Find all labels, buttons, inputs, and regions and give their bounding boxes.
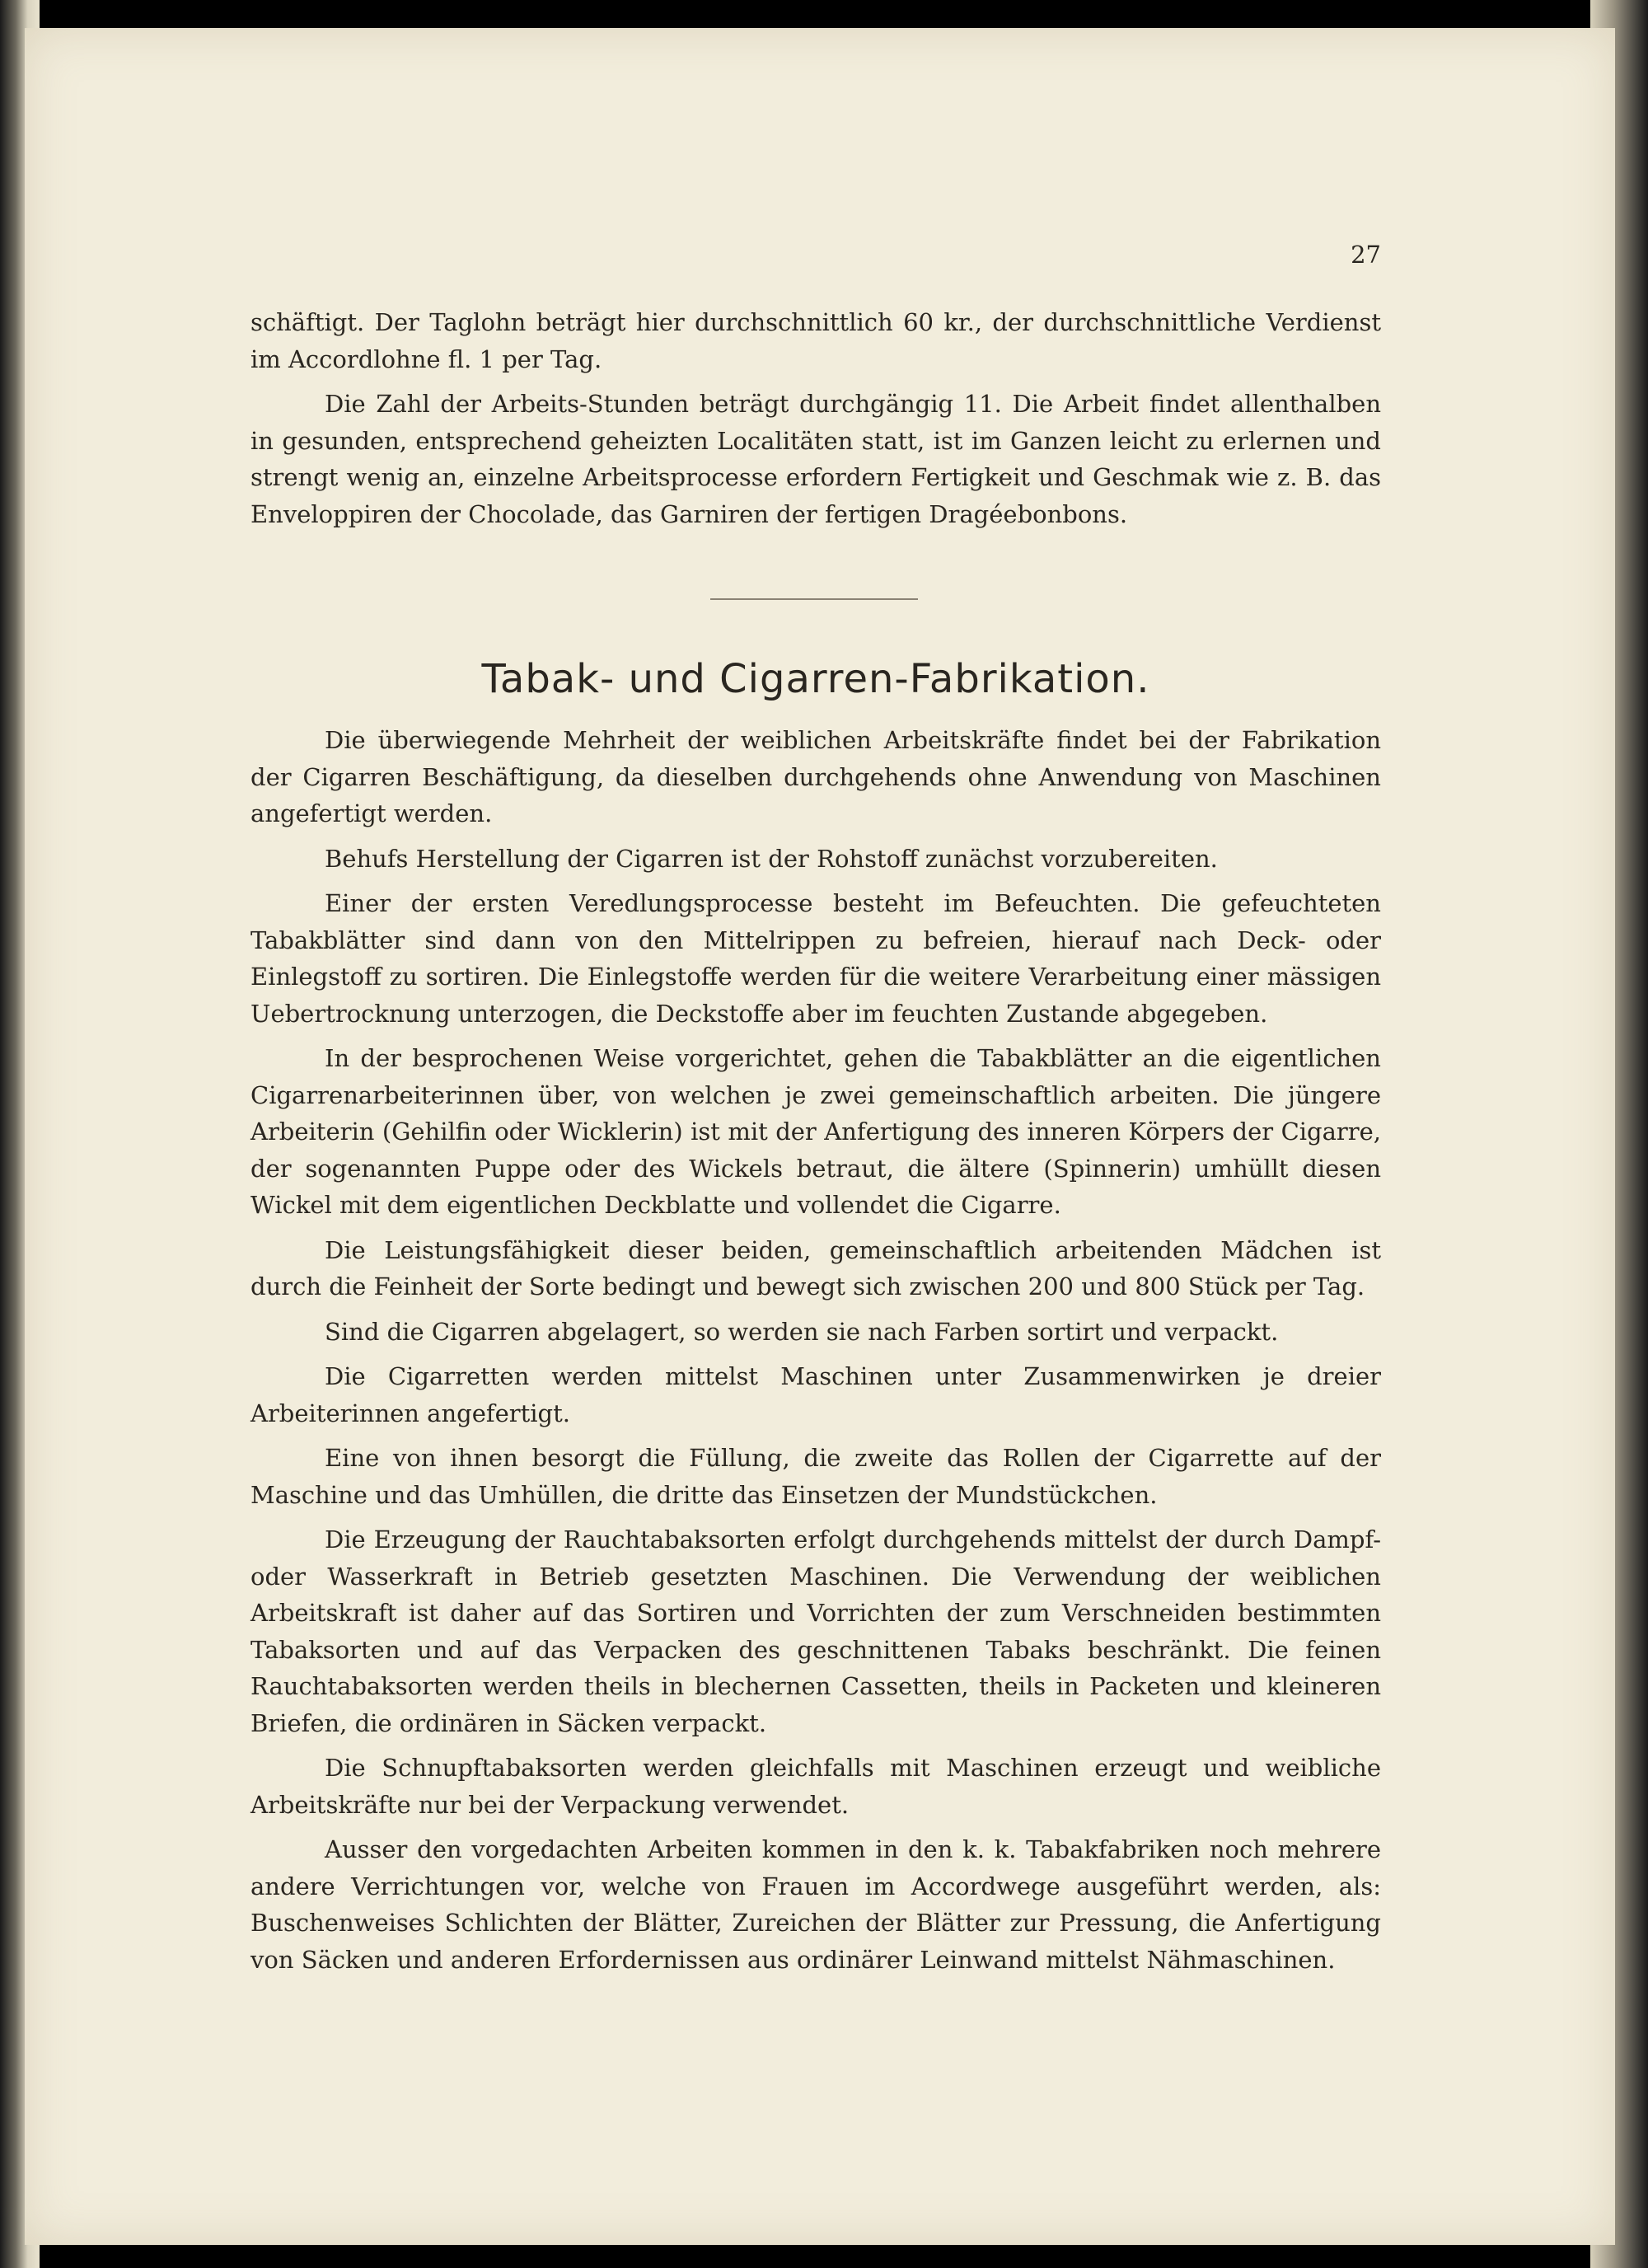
paragraph: Ausser den vorgedachten Arbeiten kommen in den k. k. Tabakfabriken noch mehrere andere Verrichtungen vor, welche von Frauen im Accordwege ausgeführt werden, als: Buschenweises Schlichten der Blätter, Zureichen der Blätter zur Pressung, die Anfertigung von Säcken und anderen Erfordernissen aus ordinärer Leinwand mittelst Nähmaschinen. [250, 1835, 1381, 1974]
paragraph: In der besprochenen Weise vorgerichtet, gehen die Tabakblätter an die eigentlichen Cigarrenarbeiterinnen über, von welchen je zwei gemeinschaftlich arbeiten. Die jüngere Arbeiterin (Gehilfin oder Wicklerin) ist mit der Anfertigung des inneren Körpers der Cigarre, der sogenannten Puppe oder des Wickels betraut, die ältere (Spinnerin) umhüllt diesen Wickel mit dem eigentlichen Deckblatte und vollendet die Cigarre. [250, 1044, 1381, 1219]
paragraph: Eine von ihnen besorgt die Füllung, die zweite das Rollen der Cigarrette auf der Maschine und das Umhüllen, die dritte das Einsetzen der Mundstückchen. [250, 1444, 1381, 1509]
page-number: 27 [1351, 241, 1381, 269]
paragraph-continuation: schäftigt. Der Taglohn beträgt hier durchschnittlich 60 kr., der durchschnittliche Verdienst im Accordlohne fl. 1 per Tag. [250, 308, 1381, 373]
section-divider [710, 598, 918, 600]
paragraph: Einer der ersten Veredlungsprocesse besteht im Befeuchten. Die gefeuchteten Tabakblätter sind dann von den Mittelrippen zu befreien, hierauf nach Deck- oder Einlegstoff zu sortiren. Die Einlegstoffe werden für die weitere Verarbeitung einer mässigen Uebertrocknung unterzogen, die Deckstoffe aber im feuchten Zustande abgegeben. [250, 889, 1381, 1028]
paragraph: Sind die Cigarren abgelagert, so werden sie nach Farben sortirt und verpackt. [325, 1317, 1279, 1346]
section-text [250, 722, 1381, 1978]
paragraph: Die Cigarretten werden mittelst Maschinen unter Zusammenwirken je dreier Arbeiterinnen angefertigt. [250, 1362, 1381, 1427]
section-heading: Tabak- und Cigarren-Fabrikation. [481, 656, 1150, 702]
intro-text [250, 304, 1381, 532]
paragraph: Die Erzeugung der Rauchtabaksorten erfolgt durchgehends mittelst der durch Dampf- oder Wasserkraft in Betrieb gesetzten Maschinen. Die Verwendung der weiblichen Arbeitskraft ist daher auf das Sortiren und Vorrichten der zum Verschneiden bestimmten Tabaksorten und auf das Verpacken des geschnittenen Tabaks beschränkt. Die feinen Rauchtabaksorten werden theils in blechernen Cassetten, theils in Packeten und kleineren Briefen, die ordinären in Säcken verpackt. [250, 1525, 1381, 1737]
paragraph: Behufs Herstellung der Cigarren ist der Rohstoff zunächst vorzubereiten. [325, 844, 1218, 873]
paragraph-working-hours: Die Zahl der Arbeits-Stunden beträgt durchgängig 11. Die Arbeit findet allenthalben in gesunden, entsprechend geheizten Localitäten statt, ist im Ganzen leicht zu erlernen und strengt wenig an, einzelne Arbeitsprocesse erfordern Fertigkeit und Geschmak wie z. B. das Enveloppiren der Chocolade, das Garniren der fertigen Dragéebonbons. [250, 390, 1381, 528]
paragraph: Die überwiegende Mehrheit der weiblichen Arbeitskräfte findet bei der Fabrikation der Cigarren Beschäftigung, da dieselben durchgehends ohne Anwendung von Maschinen angefertigt werden. [250, 726, 1381, 827]
paragraph: Die Leistungsfähigkeit dieser beiden, gemeinschaftlich arbeitenden Mädchen ist durch die Feinheit der Sorte bedingt und bewegt sich zwischen 200 und 800 Stück per Tag. [250, 1235, 1381, 1300]
paragraph: Die Schnupftabaksorten werden gleichfalls mit Maschinen erzeugt und weibliche Arbeitskräfte nur bei der Verpackung verwendet. [250, 1754, 1381, 1819]
